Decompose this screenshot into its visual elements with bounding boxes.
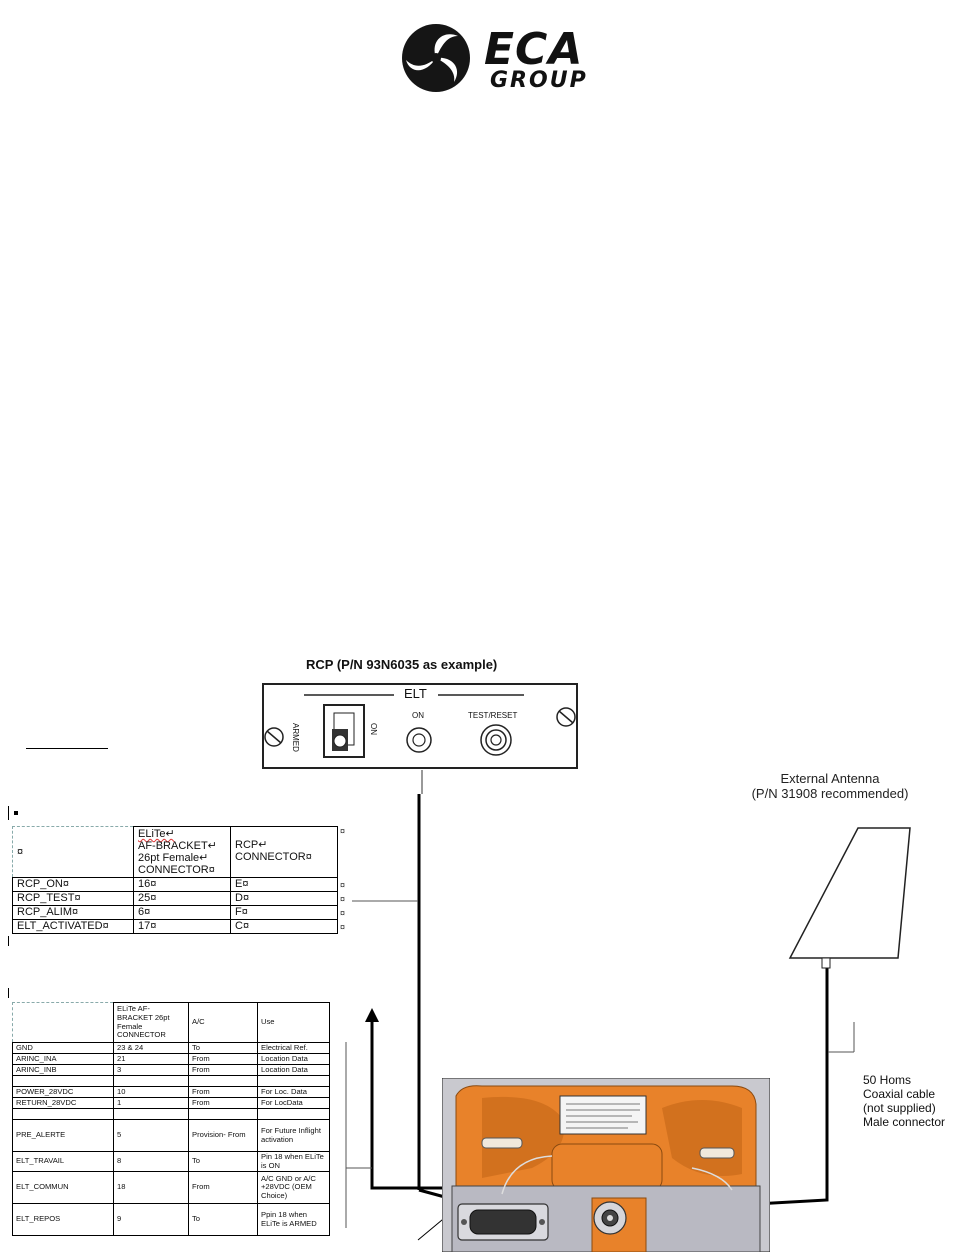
ac-cell <box>258 1076 330 1087</box>
table-row <box>13 920 338 934</box>
ac-cell: GND <box>13 1043 114 1054</box>
pin-cell: 6¤ <box>134 906 231 920</box>
table-row <box>13 1065 330 1076</box>
ac-cell: A/C GND or A/C +28VDC (OEM Choice) <box>258 1172 330 1204</box>
ac-cell <box>114 1109 189 1120</box>
table-row <box>13 1204 330 1236</box>
table-row <box>13 1043 330 1054</box>
rcp-pin-cell: E¤ <box>231 878 338 892</box>
rcp-header-col2-line: AF-BRACKET↵ <box>138 840 217 852</box>
ac-connector-table <box>12 1002 330 1236</box>
rcp-table-header <box>13 827 338 878</box>
ac-cell <box>13 1109 114 1120</box>
ac-cell <box>189 1109 258 1120</box>
test-reset-button[interactable] <box>481 725 511 755</box>
ac-cell: Ppin 18 when ELiTe is ARMED <box>258 1204 330 1236</box>
table-row <box>13 878 338 892</box>
ac-cell: 18 <box>114 1172 189 1204</box>
ac-cell: 9 <box>114 1204 189 1236</box>
coax-label-line3: (not supplied) <box>863 1101 936 1115</box>
ac-cell: To <box>189 1043 258 1054</box>
ac-cell: PRE_ALERTE <box>13 1120 114 1152</box>
antenna-label-line2: (P/N 31908 recommended) <box>751 786 909 801</box>
ac-header-cell: ELiTe AF-BRACKET 26pt Female CONNECTOR <box>114 1003 189 1043</box>
logo-sub: GROUP <box>490 68 588 93</box>
ac-cell: Location Data <box>258 1054 330 1065</box>
ac-cell: 3 <box>114 1065 189 1076</box>
right-screw-icon <box>557 708 575 726</box>
test-reset-label: TEST/RESET <box>468 711 518 720</box>
elt-unit-illustration <box>442 1078 770 1252</box>
ac-cell: ELT_COMMUN <box>13 1172 114 1204</box>
row-end-mark: ¤ <box>340 894 346 904</box>
table-row <box>13 1098 330 1109</box>
ac-cell: Provision- From <box>189 1120 258 1152</box>
coax-label-line1: 50 Homs <box>863 1073 912 1087</box>
eca-logo <box>400 22 600 96</box>
pin-cell: 25¤ <box>134 892 231 906</box>
ac-cell: From <box>189 1098 258 1109</box>
coax-label <box>863 1073 945 1129</box>
table-row <box>13 906 338 920</box>
ac-cell: To <box>189 1152 258 1172</box>
rcp-pin-cell: D¤ <box>231 892 338 906</box>
rcp-header-col2-line: ELiTe↵ <box>138 828 175 840</box>
ac-cell: ARINC_INA <box>13 1054 114 1065</box>
ac-cell: ELT_REPOS <box>13 1204 114 1236</box>
rcp-connector-table <box>12 826 338 934</box>
coax-connector-icon <box>592 1198 646 1252</box>
ac-cell <box>189 1076 258 1087</box>
table-row <box>13 1076 330 1087</box>
ac-cell <box>114 1076 189 1087</box>
on-switch-label: ON <box>369 723 378 735</box>
pin-cell: 16¤ <box>134 878 231 892</box>
rcp-pin-cell: C¤ <box>231 920 338 934</box>
ac-cell: 23 & 24 <box>114 1043 189 1054</box>
pin-cell: 17¤ <box>134 920 231 934</box>
table2-anchor-mark <box>8 988 9 998</box>
ac-cell: 8 <box>114 1152 189 1172</box>
ac-cell: To <box>189 1204 258 1236</box>
table-row <box>13 1152 330 1172</box>
logo-brand: ECA <box>484 24 584 75</box>
antenna-label <box>720 771 940 801</box>
ac-table-header <box>13 1003 330 1043</box>
rcp-pin-cell: F¤ <box>231 906 338 920</box>
antenna-label-line1: External Antenna <box>780 771 880 786</box>
table-row <box>13 1087 330 1098</box>
ac-header-cell <box>13 1003 114 1043</box>
row-end-mark: ¤ <box>340 908 346 918</box>
rcp-title: RCP (P/N 93N6035 as example) <box>306 657 498 672</box>
table-row <box>13 1109 330 1120</box>
signal-cell: RCP_ON¤ <box>13 878 134 892</box>
ac-cell: For Loc. Data <box>258 1087 330 1098</box>
rcp-header-col3-line: RCP↵ <box>235 839 268 851</box>
armed-on-switch[interactable] <box>324 705 364 757</box>
coax-label-line4: Male connector <box>863 1115 946 1129</box>
table-anchor-bullet <box>14 811 18 815</box>
eca-logo-mark-icon <box>400 22 472 94</box>
rcp-header-col3-line: CONNECTOR¤ <box>235 851 312 863</box>
rcp-header-col2-line: 26pt Female↵ <box>138 852 209 864</box>
ac-header-cell: Use <box>258 1003 330 1043</box>
ac-cell: POWER_28VDC <box>13 1087 114 1098</box>
ac-cell: 5 <box>114 1120 189 1152</box>
ac-cell: Pin 18 when ELiTe is ON <box>258 1152 330 1172</box>
table-row <box>13 1054 330 1065</box>
rcp-panel <box>262 683 578 769</box>
ac-cell: ARINC_INB <box>13 1065 114 1076</box>
ac-cell: For Future Inflight activation <box>258 1120 330 1152</box>
ac-cell: From <box>189 1172 258 1204</box>
coax-label-line2: Coaxial cable <box>863 1087 936 1101</box>
rcp-header-col2-line: CONNECTOR¤ <box>138 864 215 876</box>
ac-cell <box>258 1109 330 1120</box>
table-anchor-mark <box>8 806 9 820</box>
panel-name: ELT <box>404 686 427 701</box>
ac-cell: 1 <box>114 1098 189 1109</box>
table-row <box>13 892 338 906</box>
dsub-connector-icon <box>458 1204 548 1240</box>
ac-cell <box>13 1076 114 1087</box>
armed-label: ARMED <box>291 723 300 752</box>
signal-cell: RCP_TEST¤ <box>13 892 134 906</box>
ac-cell: From <box>189 1054 258 1065</box>
table-row <box>13 1172 330 1204</box>
row-end-mark: ¤ <box>340 826 346 836</box>
ac-cell: 21 <box>114 1054 189 1065</box>
left-screw-icon <box>265 728 283 746</box>
ac-header-cell: A/C <box>189 1003 258 1043</box>
rcp-header-col1: ¤ <box>17 846 24 858</box>
ac-cell: ELT_TRAVAIL <box>13 1152 114 1172</box>
row-end-mark: ¤ <box>340 880 346 890</box>
ac-cell: RETURN_28VDC <box>13 1098 114 1109</box>
ac-cell: From <box>189 1087 258 1098</box>
external-antenna-icon <box>780 822 920 972</box>
ac-cell: Electrical Ref. <box>258 1043 330 1054</box>
on-button-label: ON <box>412 711 424 720</box>
signal-cell: ELT_ACTIVATED¤ <box>13 920 134 934</box>
ac-cell: 10 <box>114 1087 189 1098</box>
ac-cell: For LocData <box>258 1098 330 1109</box>
ac-cell: From <box>189 1065 258 1076</box>
underline-mark <box>26 748 108 749</box>
signal-cell: RCP_ALIM¤ <box>13 906 134 920</box>
table-row <box>13 1120 330 1152</box>
row-end-mark: ¤ <box>340 922 346 932</box>
ac-cell: Location Data <box>258 1065 330 1076</box>
table-end-mark <box>8 936 9 946</box>
on-button[interactable] <box>407 728 431 752</box>
